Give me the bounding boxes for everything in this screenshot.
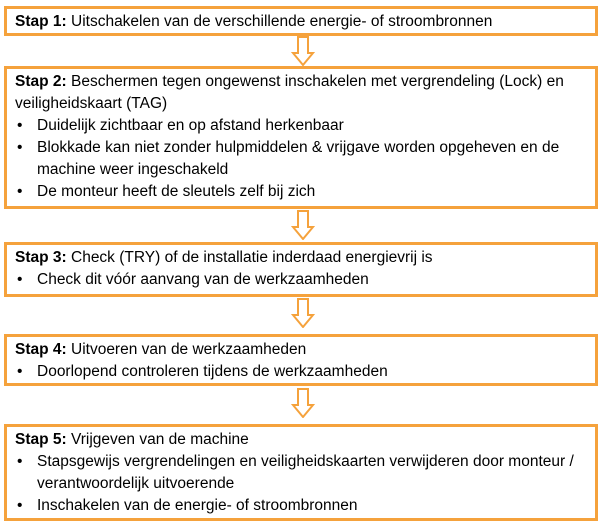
step-3-box <box>4 242 598 297</box>
step-2-box <box>4 66 598 209</box>
arrow-down-icon-4 <box>291 388 315 418</box>
arrow-down-icon-3 <box>291 298 315 328</box>
step-4-bullet-1: • Doorlopend controleren tijdens de werkzaamheden <box>15 361 587 383</box>
step-2-label: Stap 2: <box>15 73 67 90</box>
step-2-bullet-3: • De monteur heeft de sleutels zelf bij zich <box>15 181 587 203</box>
step-1-label: Stap 1: <box>15 13 67 30</box>
step-3-heading <box>15 247 587 269</box>
step-5-heading <box>15 429 587 451</box>
step-1-title: Uitschakelen van de verschillende energie- of stroombronnen <box>71 13 493 30</box>
step-5-bullet-1: • Stapsgewijs vergrendelingen en veiligheidskaarten verwijderen door monteur / verantwoordelijk uitvoerende <box>15 451 587 495</box>
step-5-label: Stap 5: <box>15 431 67 448</box>
step-2-title: Beschermen tegen ongewenst inschakelen met vergrendeling (Lock) en veiligheidskaart (TAG) <box>15 73 564 112</box>
step-3-label: Stap 3: <box>15 249 67 266</box>
step-4-label: Stap 4: <box>15 341 67 358</box>
arrow-down-icon-1 <box>291 36 315 66</box>
arrow-down-icon-2 <box>291 210 315 240</box>
step-1-box <box>4 6 598 36</box>
step-3-bullet-1: • Check dit vóór aanvang van de werkzaamheden <box>15 269 587 291</box>
step-2-bullet-1: • Duidelijk zichtbaar en op afstand herkenbaar <box>15 115 587 137</box>
step-3-title: Check (TRY) of de installatie inderdaad energievrij is <box>71 249 433 266</box>
step-4-box <box>4 334 598 386</box>
step-5-bullet-2: • Inschakelen van de energie- of stroombronnen <box>15 495 587 517</box>
step-2-bullet-2: • Blokkade kan niet zonder hulpmiddelen & vrijgave worden opgeheven en de machine weer ingeschakeld <box>15 137 587 181</box>
step-5-title: Vrijgeven van de machine <box>71 431 249 448</box>
step-2-heading <box>15 71 587 115</box>
step-4-title: Uitvoeren van de werkzaamheden <box>71 341 307 358</box>
step-4-heading <box>15 339 587 361</box>
step-5-box <box>4 424 598 521</box>
step-1-heading <box>15 11 587 33</box>
